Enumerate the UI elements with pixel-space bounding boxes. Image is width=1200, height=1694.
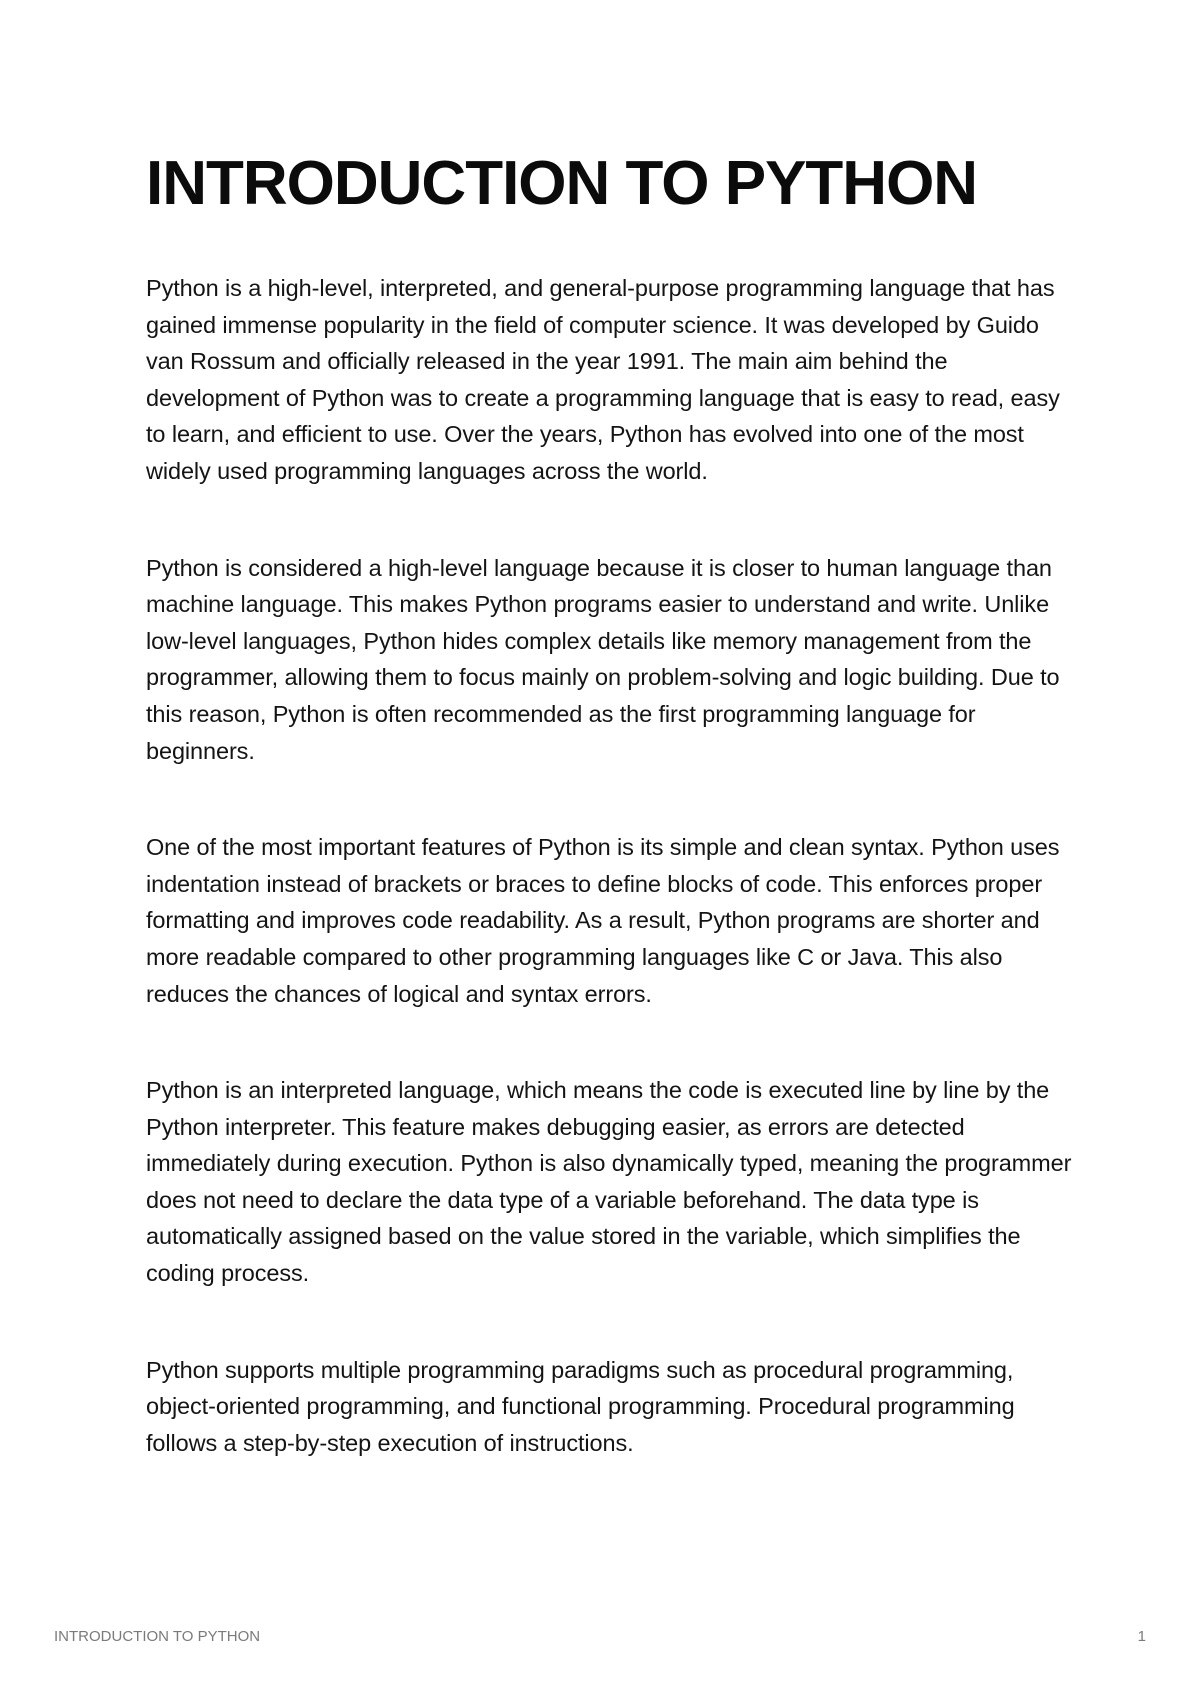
paragraph: Python is an interpreted language, which means the code is executed line by line by the Python interpreter. This feature makes debugging easier, as errors are detected immediately during execution. Python is also dynamically typed, meaning the programmer does not need to declare the data type of a variable beforehand. The data type is automatically assigned based on the value stored in the variable, which simplifies the coding process. <box>146 1077 1072 1287</box>
page-number: 1 <box>1137 1628 1146 1645</box>
page-footer <box>54 1628 1146 1645</box>
paragraph: One of the most important features of Python is its simple and clean syntax. Python uses indentation instead of brackets or braces to define blocks of code. This enforces proper formatting and improves code readability. As a result, Python programs are shorter and more readable compared to other programming languages like C or Java. This also reduces the chances of logical and syntax errors. <box>146 834 1060 1007</box>
paragraph: Python is a high-level, interpreted, and general-purpose programming language that has gained immense popularity in the field of computer science. It was developed by Guido van Rossum and officially released in the year 1991. The main aim behind the development of Python was to create a programming language that is easy to read, easy to learn, and efficient to use. Over the years, Python has evolved into one of the most widely used programming languages across the world. <box>146 275 1060 484</box>
page-title: INTRODUCTION TO PYTHON <box>146 149 978 218</box>
paragraph: Python supports multiple programming paradigms such as procedural programming, object-oriented programming, and functional programming. Procedural programming follows a step-by-step execution of instructions. <box>146 1356 1015 1456</box>
footer-running-title: INTRODUCTION TO PYTHON <box>54 1628 261 1645</box>
paragraph: Python is considered a high-level language because it is closer to human language than machine language. This makes Python programs easier to understand and write. Unlike low-level languages, Python hides complex details like memory management from the programmer, allowing them to focus mainly on problem-solving and logic building. Due to this reason, Python is often recommended as the first programming language for beginners. <box>146 554 1060 764</box>
body-text <box>146 270 1076 1521</box>
